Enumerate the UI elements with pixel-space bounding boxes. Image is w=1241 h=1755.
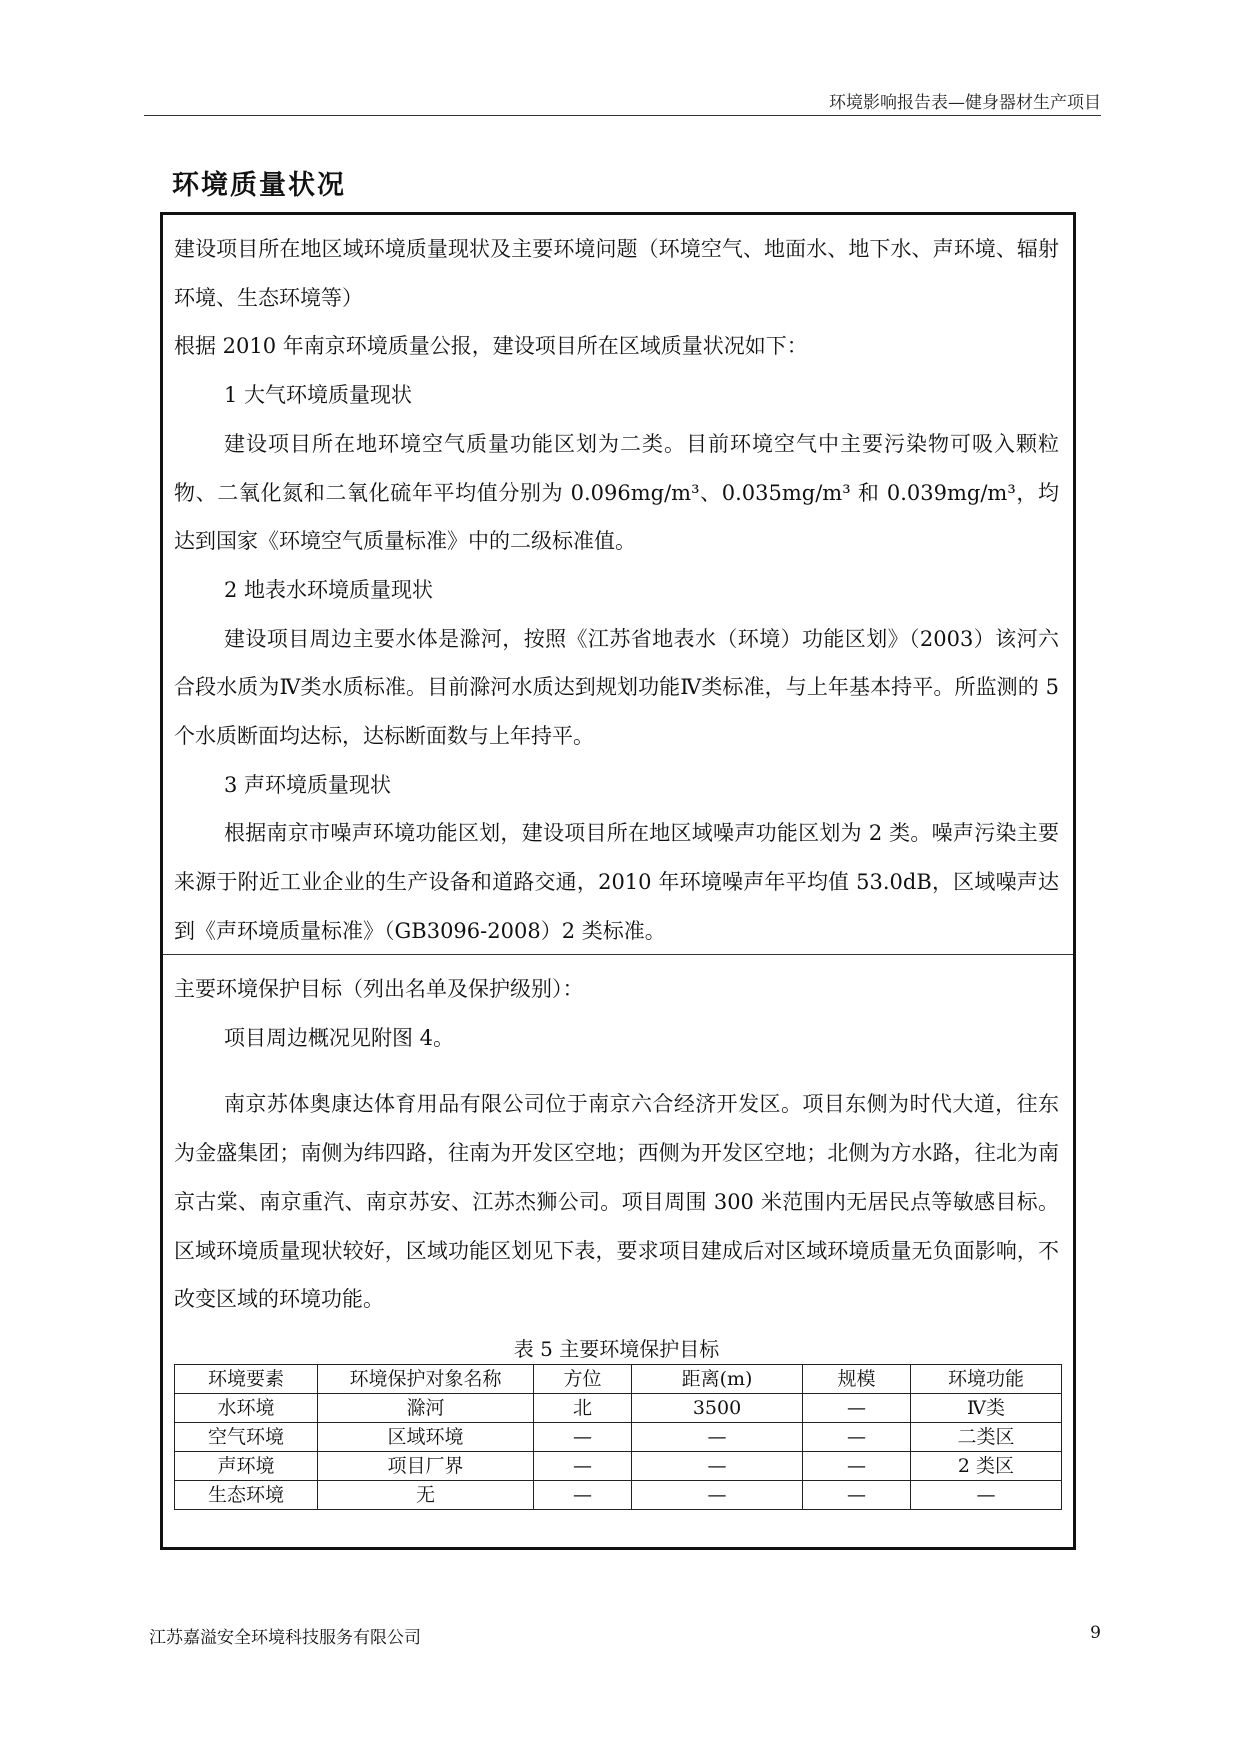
table-cell: 2 类区: [911, 1451, 1062, 1480]
table-cell: 声环境: [175, 1451, 318, 1480]
table-cell: 生态环境: [175, 1480, 318, 1509]
table-row: [175, 1422, 1062, 1451]
table-cell: 无: [318, 1480, 534, 1509]
noise-paragraph: 根据南京市噪声环境功能区划，建设项目所在地区域噪声功能区划为 2 类。噪声污染主要来源于附近工业企业的生产设备和道路交通，2010 年环境噪声年平均值 53.0dB，区域噪声达到《声环境质量标准》（GB3096-2008）2 类标准。: [174, 821, 1059, 943]
footer-company: 江苏嘉溢安全环境科技服务有限公司: [149, 1628, 421, 1648]
table-cell: 北: [534, 1393, 632, 1422]
air-paragraph: 建设项目所在地环境空气质量功能区划为二类。目前环境空气中主要污染物可吸入颗粒物、二氧化氮和二氧化硫年平均值分别为 0.096mg/m³、0.035mg/m³ 和 0.039mg/m³，均达到国家《环境空气质量标准》中的二级标准值。: [174, 431, 1059, 554]
table-header-cell: 环境要素: [175, 1364, 318, 1393]
noise-heading: 3 声环境质量现状: [224, 772, 392, 797]
table-cell: 空气环境: [175, 1422, 318, 1451]
table-header-row: [175, 1364, 1062, 1393]
table-cell: —: [632, 1451, 803, 1480]
protection-targets-table: [174, 1364, 1062, 1510]
targets-heading: 主要环境保护目标（列出名单及保护级别）：: [174, 977, 584, 1001]
environment-quality-section: [163, 215, 1073, 955]
table-cell: 水环境: [175, 1393, 318, 1422]
question-paragraph: 建设项目所在地区域环境质量现状及主要环境问题（环境空气、地面水、地下水、声环境、辐射环境、生态环境等）: [174, 237, 1059, 310]
table-cell: Ⅳ类: [911, 1393, 1062, 1422]
intro-paragraph: 根据 2010 年南京环境质量公报，建设项目所在区域质量状况如下：: [174, 334, 808, 359]
table-cell: —: [803, 1393, 911, 1422]
table-cell: 3500: [632, 1393, 803, 1422]
table-row: [175, 1393, 1062, 1422]
table-cell: —: [803, 1451, 911, 1480]
header-rule: [144, 115, 1101, 116]
attachment-note: 项目周边概况见附图 4。: [224, 1025, 455, 1050]
table-cell: —: [911, 1480, 1062, 1509]
table-cell: —: [803, 1480, 911, 1509]
air-heading: 1 大气环境质量现状: [224, 383, 413, 408]
table-cell: 项目厂界: [318, 1451, 534, 1480]
table-header-cell: 方位: [534, 1364, 632, 1393]
table-cell: —: [534, 1451, 632, 1480]
surroundings-paragraph: 南京苏体奥康达体育用品有限公司位于南京六合经济开发区。项目东侧为时代大道，往东为金盛集团；南侧为纬四路，往南为开发区空地；西侧为开发区空地；北侧为方水路，往北为南京古棠、南京重汽、南京苏安、江苏杰狮公司。项目周围 300 米范围内无居民点等敏感目标。区域环境质量现状较好，区域功能区划见下表，要求项目建成后对区域环境质量无负面影响，不改变区域的环境功能。: [174, 1092, 1059, 1312]
water-heading: 2 地表水环境质量现状: [224, 577, 434, 602]
water-paragraph: 建设项目周边主要水体是滁河，按照《江苏省地表水（环境）功能区划》（2003）该河六合段水质为Ⅳ类水质标准。目前滁河水质达到规划功能Ⅳ类标准，与上年基本持平。所监测的 5 个水质断面均达标，达标断面数与上年持平。: [174, 626, 1059, 749]
content-frame: [160, 212, 1076, 1550]
table-row: [175, 1451, 1062, 1480]
table-cell: 二类区: [911, 1422, 1062, 1451]
table-cell: —: [632, 1480, 803, 1509]
table-row: [175, 1480, 1062, 1509]
table-caption: 表 5 主要环境保护目标: [513, 1336, 720, 1361]
table-header-cell: 环境功能: [911, 1364, 1062, 1393]
table-cell: —: [534, 1480, 632, 1509]
table-cell: —: [803, 1422, 911, 1451]
table-cell: —: [534, 1422, 632, 1451]
section-title: 环境质量状况: [172, 170, 346, 201]
table-cell: 区域环境: [318, 1422, 534, 1451]
running-header: 环境影响报告表—健身器材生产项目: [829, 93, 1101, 113]
table-header-cell: 规模: [803, 1364, 911, 1393]
page-number: 9: [1090, 1623, 1101, 1643]
protection-targets-section: [163, 955, 1073, 1510]
table-header-cell: 环境保护对象名称: [318, 1364, 534, 1393]
table-cell: —: [632, 1422, 803, 1451]
table-header-cell: 距离(m): [632, 1364, 803, 1393]
table-cell: 滁河: [318, 1393, 534, 1422]
